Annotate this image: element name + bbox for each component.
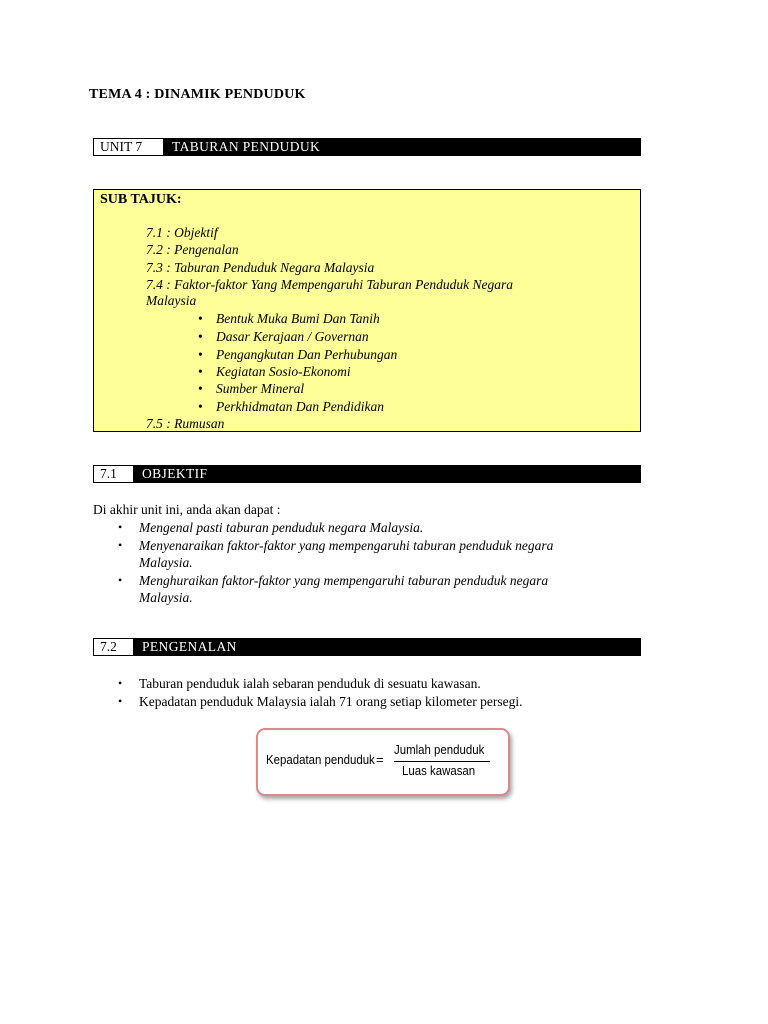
- subtajuk-bullet: [198, 310, 380, 327]
- bullet-icon: •: [118, 538, 123, 552]
- objektif-header: [93, 465, 641, 483]
- bullet-icon: •: [198, 381, 203, 396]
- objektif-point: Menyenaraikan faktor-faktor yang mempengaruhi taburan penduduk negara: [139, 538, 554, 553]
- subtajuk-item: 7.1 : Objektif: [146, 225, 218, 240]
- objektif-point-continuation: Malaysia.: [139, 590, 193, 605]
- bullet-icon: •: [198, 347, 203, 362]
- pengenalan-label: PENGENALAN: [142, 639, 237, 654]
- objektif-point-continuation: Malaysia.: [139, 555, 193, 570]
- objektif-number: 7.1: [94, 466, 134, 482]
- unit-header: [93, 138, 641, 156]
- objektif-intro: Di akhir unit ini, anda akan dapat :: [93, 502, 281, 517]
- objektif-point: Menghuraikan faktor-faktor yang mempengaruhi taburan penduduk negara: [139, 573, 549, 588]
- subtajuk-heading: SUB TAJUK:: [100, 192, 182, 207]
- subtajuk-item-continuation: Malaysia: [146, 293, 197, 308]
- bullet-icon: •: [118, 520, 123, 534]
- subtajuk-bullet-text: Pengangkutan Dan Perhubungan: [216, 347, 398, 362]
- subtajuk-bullet: [198, 346, 397, 363]
- bullet-icon: •: [118, 676, 123, 690]
- subtajuk-bullet: [198, 380, 304, 397]
- objektif-point: Mengenal pasti taburan penduduk negara Malaysia.: [139, 520, 424, 535]
- objektif-label: OBJEKTIF: [142, 466, 208, 481]
- subtajuk-item: 7.2 : Pengenalan: [146, 242, 239, 257]
- subtajuk-bullet-text: Perkhidmatan Dan Pendidikan: [216, 399, 384, 414]
- pengenalan-header: [93, 638, 641, 656]
- subtajuk-bullet-text: Dasar Kerajaan / Governan: [216, 329, 369, 344]
- subtajuk-bullet-text: Bentuk Muka Bumi Dan Tanih: [216, 311, 380, 326]
- pengenalan-point: Kepadatan penduduk Malaysia ialah 71 orang setiap kilometer persegi.: [139, 694, 523, 709]
- bullet-icon: •: [198, 364, 203, 379]
- subtajuk-bullet-text: Kegiatan Sosio-Ekonomi: [216, 364, 351, 379]
- subtajuk-bullet: [198, 398, 384, 415]
- bullet-icon: •: [198, 399, 203, 414]
- formula-equals: =: [376, 752, 384, 767]
- fraction-bar: [394, 761, 490, 762]
- bullet-icon: •: [118, 694, 123, 708]
- subtajuk-box: [93, 189, 641, 432]
- formula-lhs: Kepadatan penduduk: [266, 752, 375, 767]
- subtajuk-item: 7.4 : Faktor-faktor Yang Mempengaruhi Taburan Penduduk Negara: [146, 277, 513, 292]
- subtajuk-item: 7.3 : Taburan Penduduk Negara Malaysia: [146, 260, 375, 275]
- subtajuk-bullet: [198, 328, 369, 345]
- subtajuk-bullet-text: Sumber Mineral: [216, 381, 305, 396]
- pengenalan-number: 7.2: [94, 639, 134, 655]
- page-title: TEMA 4 : DINAMIK PENDUDUK: [89, 87, 306, 102]
- bullet-icon: •: [198, 311, 203, 326]
- bullet-icon: •: [118, 573, 123, 587]
- density-formula-box: [256, 728, 510, 796]
- bullet-icon: •: [198, 329, 203, 344]
- formula-denominator: Luas kawasan: [402, 763, 476, 778]
- pengenalan-point: Taburan penduduk ialah sebaran penduduk di sesuatu kawasan.: [139, 676, 481, 691]
- subtajuk-bullet: [198, 363, 351, 380]
- unit-number: UNIT 7: [94, 139, 164, 155]
- formula-numerator: Jumlah penduduk: [394, 742, 485, 757]
- unit-label: TABURAN PENDUDUK: [172, 139, 321, 154]
- subtajuk-item: 7.5 : Rumusan: [146, 416, 225, 431]
